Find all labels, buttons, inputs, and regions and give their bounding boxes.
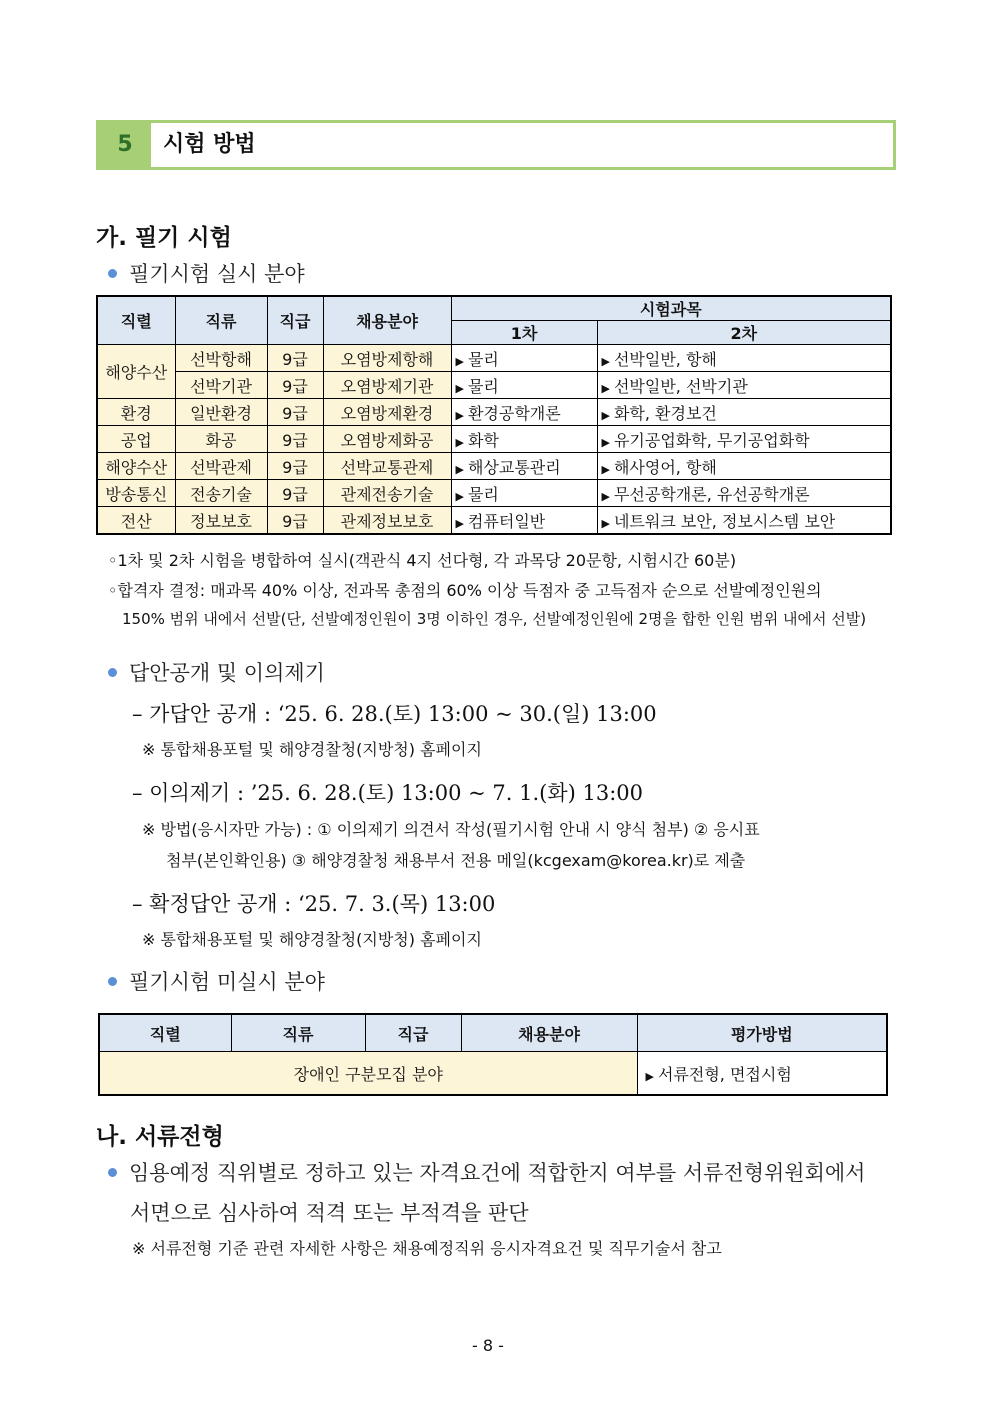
triangle-icon: ▶ [455, 408, 464, 422]
note-pass-criteria: ◦합격자 결정: 매과목 40% 이상, 전과목 총점의 60% 이상 득점자 중 고득점자 순으로 선발예정인원의 [108, 581, 822, 600]
tentative-answer-line: – 가답안 공개 : ‘25. 6. 28.(토) 13:00 ~ 30.(일) 13:00 [132, 702, 657, 726]
triangle-icon: ▶ [601, 435, 610, 449]
cell-field: 오염방제환경 [323, 399, 451, 426]
cell-first: ▶ 환경공학개론 [451, 399, 597, 426]
note-pass-criteria-cont: 150% 범위 내에서 선발(단, 선발예정인원이 3명 이하인 경우, 선발예정인원에 2명을 합한 인원 범위 내에서 선발) [122, 610, 867, 628]
bullet-dot-icon [108, 269, 117, 278]
cell-first: ▶ 화학 [451, 426, 597, 453]
triangle-icon: ▶ [601, 516, 610, 530]
cell-series: 해양수산 [97, 453, 175, 480]
th-field: 채용분야 [461, 1014, 637, 1052]
cell-field: 오염방제화공 [323, 426, 451, 453]
document-note: ※ 서류전형 기준 관련 자세한 사항은 채용예정직위 응시자격요건 및 직무기술서 참고 [132, 1239, 722, 1258]
th-grade: 직급 [365, 1014, 461, 1052]
cell-grade: 9급 [267, 453, 323, 480]
triangle-icon: ▶ [455, 435, 464, 449]
triangle-icon: ▶ [601, 489, 610, 503]
cell-series: 전산 [97, 507, 175, 535]
bullet-dot-icon [108, 977, 117, 986]
cell-series: 해양수산 [97, 345, 175, 399]
triangle-icon: ▶ [455, 381, 464, 395]
th-series: 직렬 [97, 296, 175, 345]
document-line-1 [108, 1157, 865, 1187]
page-number: - 8 - [472, 1336, 504, 1355]
cell-grade: 9급 [267, 345, 323, 372]
cell-field: 관제전송기술 [323, 480, 451, 507]
section-header [96, 120, 896, 170]
cell-job: 전송기술 [175, 480, 267, 507]
table-row [97, 372, 891, 399]
th-grade: 직급 [267, 296, 323, 345]
cell-second: ▶ 네트워크 보안, 정보시스템 보안 [597, 507, 891, 535]
cell-second: ▶ 무선공학개론, 유선공학개론 [597, 480, 891, 507]
table-row [97, 453, 891, 480]
cell-series: 공업 [97, 426, 175, 453]
th-second: 2차 [597, 321, 891, 345]
cell-second: ▶ 해사영어, 항해 [597, 453, 891, 480]
table-row [97, 399, 891, 426]
triangle-icon: ▶ [601, 408, 610, 422]
document-screening-heading: 나. 서류전형 [96, 1124, 224, 1150]
final-answer-line: – 확정답안 공개 : ‘25. 7. 3.(목) 13:00 [132, 892, 496, 916]
table-row [97, 507, 891, 535]
cell-series: 환경 [97, 399, 175, 426]
bullet-dot-icon [108, 668, 117, 677]
cell-first: ▶ 컴퓨터일반 [451, 507, 597, 535]
cell-first: ▶ 해상교통관리 [451, 453, 597, 480]
th-job: 직류 [175, 296, 267, 345]
cell-field: 관제정보보호 [323, 507, 451, 535]
bullet-no-written [108, 966, 325, 996]
cell-second: ▶ 유기공업화학, 무기공업화학 [597, 426, 891, 453]
final-answer-note: ※ 통합채용포털 및 해양경찰청(지방청) 홈페이지 [142, 930, 482, 949]
cell-job: 화공 [175, 426, 267, 453]
cell-second: ▶ 선박일반, 항해 [597, 345, 891, 372]
bullet-text: 임용예정 직위별로 정하고 있는 자격요건에 적합한지 여부를 서류전형위원회에서 [129, 1161, 866, 1185]
objection-line: – 이의제기 : ’25. 6. 28.(토) 13:00 ~ 7. 1.(화) 13:00 [132, 781, 644, 805]
triangle-icon: ▶ [455, 462, 464, 476]
cell-first: ▶ 물리 [451, 480, 597, 507]
th-job: 직류 [231, 1014, 365, 1052]
triangle-icon: ▶ [601, 381, 610, 395]
th-field: 채용분야 [323, 296, 451, 345]
th-series: 직렬 [99, 1014, 231, 1052]
cell-job: 일반환경 [175, 399, 267, 426]
th-subjects: 시험과목 [451, 296, 891, 321]
section-title: 시험 방법 [163, 132, 256, 157]
triangle-icon: ▶ [601, 462, 610, 476]
cell-field: 오염방제기관 [323, 372, 451, 399]
bullet-answer-objection [108, 657, 325, 687]
cell-job: 정보보호 [175, 507, 267, 535]
cell-disabled-category: 장애인 구분모집 분야 [99, 1052, 637, 1096]
cell-method: ▶ 서류전형, 면접시험 [637, 1052, 887, 1096]
cell-first: ▶ 물리 [451, 345, 597, 372]
cell-job: 선박기관 [175, 372, 267, 399]
bullet-text: 필기시험 실시 분야 [129, 262, 305, 286]
bullet-text: 필기시험 미실시 분야 [129, 970, 325, 994]
triangle-icon: ▶ [455, 489, 464, 503]
objection-note-1: ※ 방법(응시자만 가능) : ① 이의제기 의견서 작성(필기시험 안내 시 양식 첨부) ② 응시표 [142, 820, 760, 839]
cell-grade: 9급 [267, 426, 323, 453]
bullet-text: 답안공개 및 이의제기 [129, 661, 325, 685]
table-row [97, 480, 891, 507]
table-row [97, 426, 891, 453]
tentative-answer-note: ※ 통합채용포털 및 해양경찰청(지방청) 홈페이지 [142, 740, 482, 759]
cell-job: 선박관제 [175, 453, 267, 480]
cell-field: 오염방제항해 [323, 345, 451, 372]
table-row [97, 345, 891, 372]
cell-grade: 9급 [267, 480, 323, 507]
cell-series: 방송통신 [97, 480, 175, 507]
section-number: 5 [99, 123, 151, 167]
cell-grade: 9급 [267, 372, 323, 399]
triangle-icon: ▶ [455, 516, 464, 530]
triangle-icon: ▶ [455, 354, 464, 368]
no-written-table [98, 1013, 888, 1096]
cell-second: ▶ 화학, 환경보건 [597, 399, 891, 426]
triangle-icon: ▶ [601, 354, 610, 368]
th-first: 1차 [451, 321, 597, 345]
table-row [99, 1052, 887, 1096]
document-line-2: 서면으로 심사하여 적격 또는 부적격을 판단 [130, 1201, 529, 1225]
th-method: 평가방법 [637, 1014, 887, 1052]
triangle-icon: ▶ [645, 1069, 654, 1083]
cell-job: 선박항해 [175, 345, 267, 372]
cell-second: ▶ 선박일반, 선박기관 [597, 372, 891, 399]
cell-field: 선박교통관제 [323, 453, 451, 480]
bullet-written-fields [108, 258, 305, 288]
cell-first: ▶ 물리 [451, 372, 597, 399]
objection-note-2: 첨부(본인확인용) ③ 해양경찰청 채용부서 전용 메일(kcgexam@korea.kr)로 제출 [166, 851, 746, 870]
written-exam-heading: 가. 필기 시험 [96, 225, 232, 251]
cell-grade: 9급 [267, 399, 323, 426]
cell-grade: 9급 [267, 507, 323, 535]
bullet-dot-icon [108, 1168, 117, 1177]
note-merged-exam: ◦1차 및 2차 시험을 병합하여 실시(객관식 4지 선다형, 각 과목당 20문항, 시험시간 60분) [108, 551, 737, 570]
written-exam-table [96, 295, 892, 535]
